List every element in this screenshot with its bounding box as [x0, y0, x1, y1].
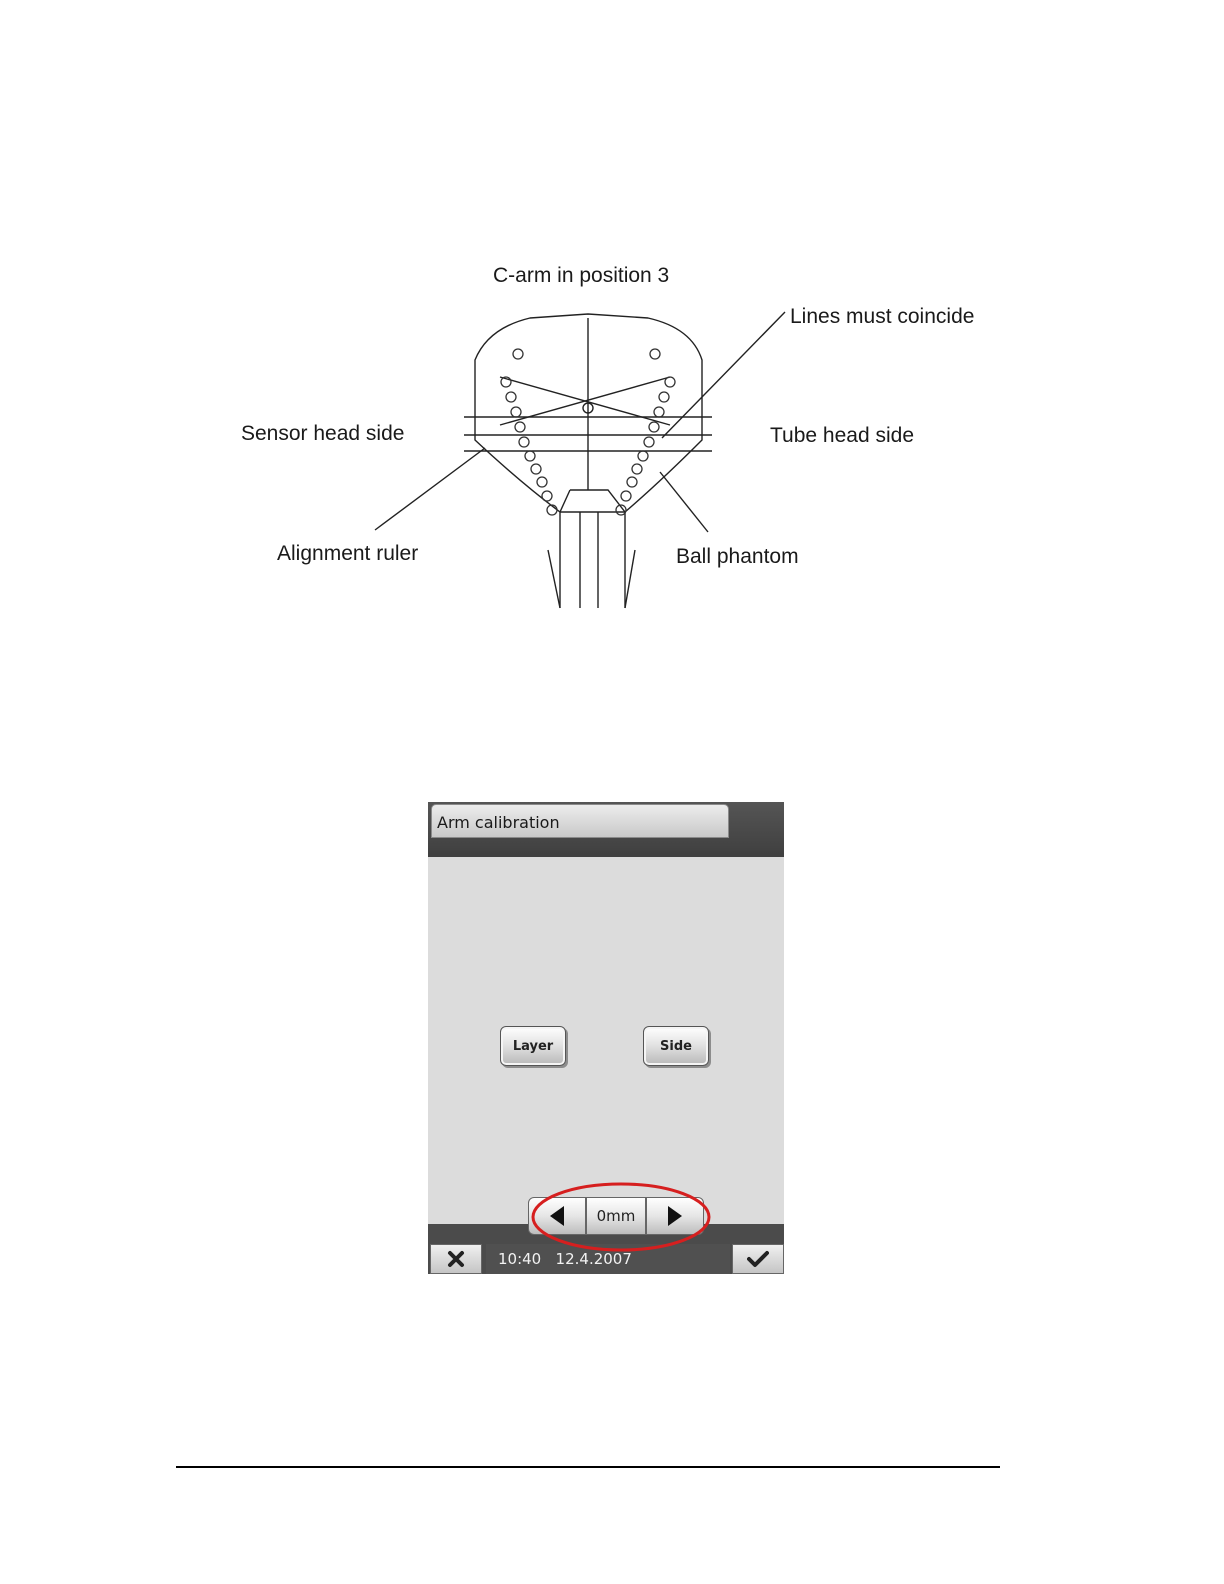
status-date: 12.4.2007 [555, 1250, 632, 1268]
leader-alignment-ruler [375, 448, 485, 530]
label-alignment-ruler: Alignment ruler [277, 542, 419, 565]
layer-button[interactable]: Layer [500, 1026, 566, 1066]
arm-side [548, 550, 560, 608]
arm-side [625, 550, 635, 608]
side-button[interactable]: Side [643, 1026, 709, 1066]
ball-phantom-diagram [230, 250, 1010, 620]
highlight-ellipse [530, 1181, 712, 1253]
label-ball-phantom: Ball phantom [676, 545, 799, 568]
diagram-title: C-arm in position 3 [493, 264, 670, 287]
footer-rule [176, 1466, 1000, 1468]
screen-title: Arm calibration [437, 813, 560, 832]
checkmark-icon [747, 1250, 769, 1268]
title-tab [431, 804, 729, 838]
offset-value: 0mm [596, 1207, 636, 1225]
leader-ball-phantom [660, 472, 708, 532]
status-time: 10:40 [498, 1250, 542, 1268]
confirm-button[interactable] [732, 1244, 784, 1274]
label-lines-must-coincide: Lines must coincide [790, 305, 975, 328]
close-icon [447, 1250, 465, 1268]
label-sensor-head-side: Sensor head side [241, 422, 405, 445]
label-tube-head-side: Tube head side [770, 424, 914, 447]
arm-stem [560, 490, 625, 608]
cancel-button[interactable] [430, 1244, 482, 1274]
title-bar [428, 802, 784, 857]
